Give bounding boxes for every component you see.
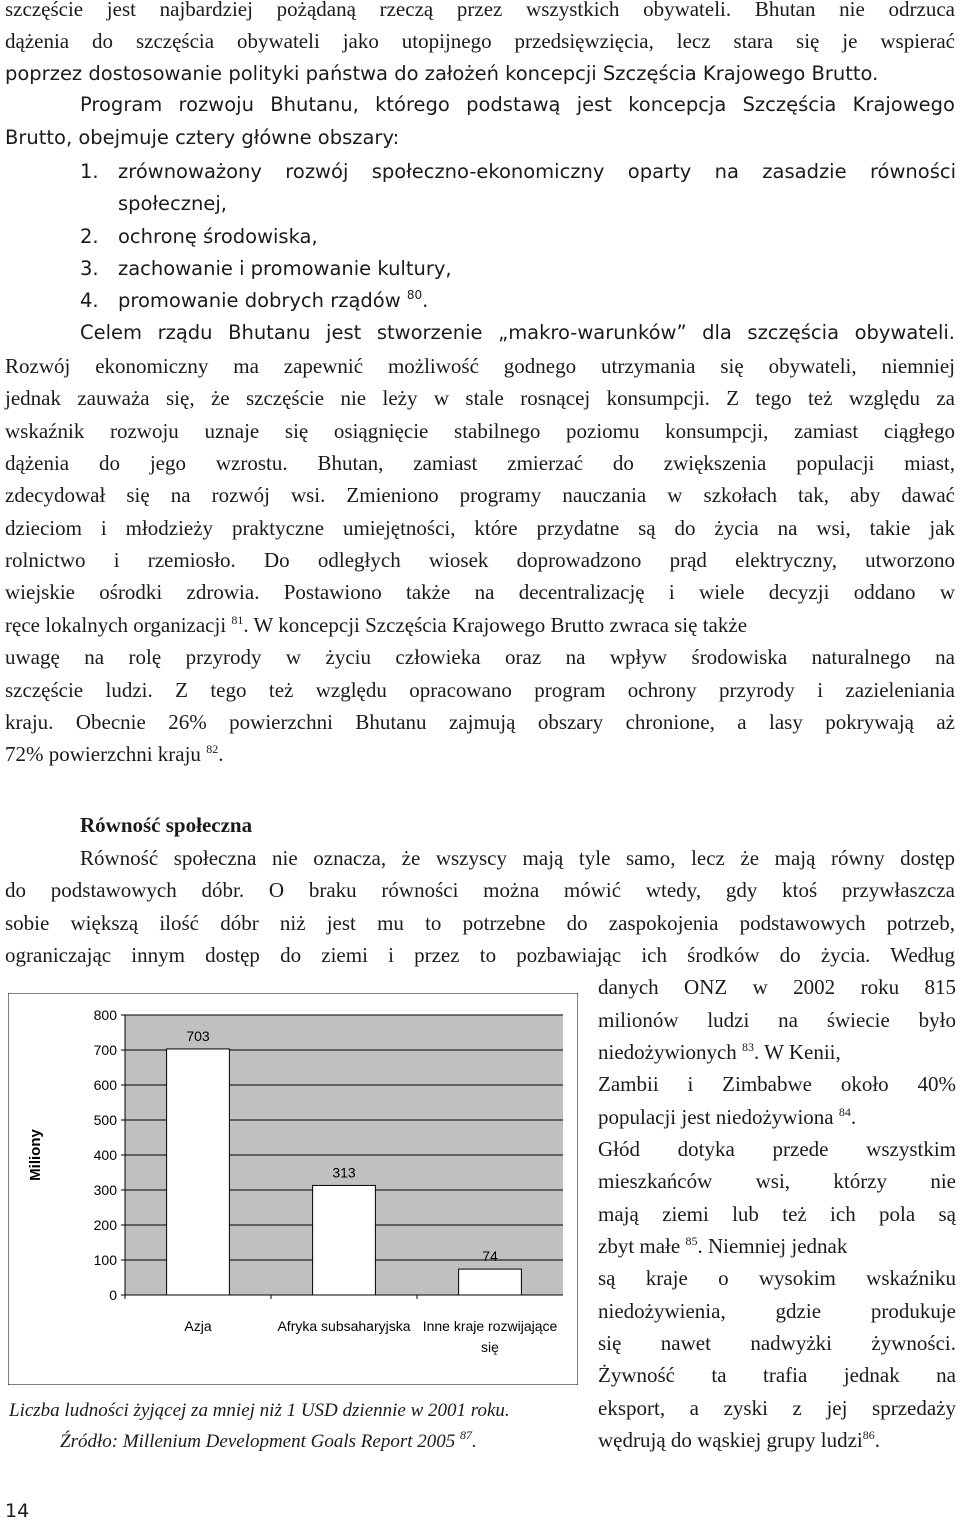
bar	[167, 1049, 230, 1295]
text-span: wędrują do wąskiej grupy ludzi	[598, 1428, 863, 1452]
text-line: Głód dotyka przede wszystkim	[598, 1137, 956, 1161]
text-span: niedożywionych	[598, 1040, 737, 1064]
bar-chart	[8, 993, 578, 1385]
footnote-ref: 86	[862, 1428, 875, 1442]
text-line: Program rozwoju Bhutanu, którego podstawą jest koncepcja Szczęścia Krajowego	[80, 93, 955, 116]
list-item: ochronę środowiska,	[118, 225, 318, 248]
footnote-ref: 83	[742, 1040, 755, 1054]
text-line: szczęście jest najbardziej pożądaną rzeczą przez wszystkich obywateli. Bhutan nie odrzuca	[5, 0, 955, 21]
text-line	[598, 1104, 856, 1130]
text-line: Celem rządu Bhutanu jest stworzenie „makro-warunków” dla szczęścia obywateli.	[80, 321, 955, 344]
text-span: 72% powierzchni kraju	[5, 742, 201, 766]
bar	[313, 1185, 376, 1295]
text-span: .	[472, 1431, 477, 1452]
text-span	[5, 612, 747, 638]
text-span: Źródło: Millenium Development Goals Report 2005	[60, 1431, 456, 1452]
text-span: ręce lokalnych organizacji	[5, 613, 227, 637]
text-line: mają ziemi lub też ich pola są	[598, 1202, 956, 1226]
text-line: szczęście ludzi. Z tego też względu opracowano program ochrony przyrody i zazieleniania	[5, 678, 955, 702]
text-line: sobie większą ilość dóbr niż jest mu to potrzebne do zaspokojenia podstawowych potrzeb,	[5, 911, 955, 935]
text-span: .	[422, 289, 429, 312]
text-span: .	[874, 1428, 881, 1452]
text-line: eksport, a zyski z jej sprzedaży	[598, 1396, 956, 1420]
footnote-ref: 85	[685, 1234, 698, 1248]
text-line: niedożywienia, gdzie produkuje	[598, 1299, 956, 1323]
y-tick-label: 600	[93, 1077, 117, 1093]
text-line: dążenia do szczęścia obywateli jako utopijnego przedsięwzięcia, lecz stara się je wspierać	[5, 29, 955, 53]
y-tick-label: 200	[93, 1217, 117, 1233]
text-line	[5, 612, 955, 638]
text-line: Rozwój ekonomiczny ma zapewnić możliwość godnego utrzymania się obywateli, niemniej	[5, 354, 955, 378]
footnote-ref: 87	[460, 1428, 473, 1442]
chart-source	[60, 1429, 477, 1455]
text-span: promowanie dobrych rządów	[118, 289, 401, 312]
text-span: populacji jest niedożywiona	[598, 1105, 834, 1129]
section-heading: Równość społeczna	[80, 813, 253, 837]
list-item: społecznej,	[118, 192, 227, 215]
text-span: . Niemniej jednak	[697, 1234, 848, 1258]
footnote-ref: 81	[231, 613, 244, 627]
text-line: Równość społeczna nie oznacza, że wszyscy mają tyle samo, lecz że mają równy dostęp	[80, 846, 955, 870]
y-tick-label: 400	[93, 1147, 117, 1163]
text-line	[5, 741, 223, 767]
text-span: .	[218, 742, 224, 766]
text-line: Brutto, obejmuje cztery główne obszary:	[5, 126, 400, 149]
text-line	[598, 1427, 880, 1453]
y-tick-label: 500	[93, 1112, 117, 1128]
category-label: Inne kraje rozwijające się	[422, 1318, 558, 1355]
y-tick-label: 0	[109, 1287, 117, 1303]
text-line: milionów ludzi na świecie było	[598, 1008, 956, 1032]
text-line: dążenia do jego wzrostu. Bhutan, zamiast zmierzać do zwiększenia populacji miast,	[5, 451, 955, 475]
text-line: ograniczając innym dostęp do ziemi i przez to pozbawiając ich środków do życia. Według	[5, 943, 955, 967]
footnote-ref: 84	[838, 1105, 851, 1119]
text-line: się nawet nadwyżki żywności.	[598, 1331, 956, 1355]
text-line: danych ONZ w 2002 roku 815	[598, 975, 956, 999]
list-number: 3.	[80, 257, 99, 280]
text-span: zbyt małe	[598, 1234, 681, 1258]
text-span: .	[850, 1105, 857, 1129]
y-tick-label: 800	[93, 1007, 117, 1023]
data-label: 313	[332, 1164, 356, 1181]
y-tick-label: 300	[93, 1182, 117, 1198]
y-tick-label: 700	[93, 1042, 117, 1058]
category-label: Afryka subsaharyjska	[277, 1318, 411, 1334]
list-number: 2.	[80, 225, 99, 248]
text-line: jednak zauważa się, że szczęście nie leży w stale rosnącej konsumpcji. Z tego też względu za	[5, 386, 955, 410]
y-tick-label: 100	[93, 1252, 117, 1268]
y-axis-label: Miliony	[27, 1129, 44, 1181]
category-label: Azja	[184, 1318, 212, 1334]
chart-caption: Liczba ludności żyjącej za mniej niż 1 USD dziennie w 2001 roku.	[9, 1400, 510, 1421]
list-item	[118, 288, 428, 314]
footnote-ref: 80	[406, 288, 423, 302]
text-span: poprzez dostosowanie polityki państwa do założeń koncepcji Szczęścia Krajowego Brutto.	[5, 62, 879, 85]
text-span	[598, 1039, 841, 1065]
text-line: są kraje o wysokim wskaźniku	[598, 1266, 956, 1290]
text-line	[598, 1039, 956, 1065]
footnote-ref: 82	[206, 742, 219, 756]
list-item: zachowanie i promowanie kultury,	[118, 257, 452, 280]
data-label: 74	[482, 1248, 498, 1265]
text-line: Zambii i Zimbabwe około 40%	[598, 1072, 956, 1096]
text-line: dzieciom i młodzieży praktyczne umiejętności, które przydatne są do życia na wsi, takie jak	[5, 516, 955, 540]
text-line: zdecydował się na rozwój wsi. Zmieniono programy nauczania w szkołach tak, aby dawać	[5, 483, 955, 507]
text-line: uwagę na rolę przyrody w życiu człowieka oraz na wpływ środowiska naturalnego na	[5, 645, 955, 669]
data-label: 703	[186, 1027, 210, 1044]
list-item: zrównoważony rozwój społeczno-ekonomiczny oparty na zasadzie równości	[118, 160, 956, 183]
bar	[459, 1269, 522, 1295]
text-line: mieszkańców wsi, którzy nie	[598, 1169, 956, 1193]
list-number: 1.	[80, 160, 99, 183]
text-line: Żywność ta trafia jednak na	[598, 1363, 956, 1387]
text-line: wiejskie ośrodki zdrowia. Postawiono także na decentralizację i wiele decyzji oddano w	[5, 580, 955, 604]
text-span: . W koncepcji Szczęścia Krajowego Brutto zwraca się także	[243, 613, 748, 637]
text-line: do podstawowych dóbr. O braku równości można mówić wtedy, gdy ktoś przywłaszcza	[5, 878, 955, 902]
list-number: 4.	[80, 289, 99, 312]
text-line	[598, 1233, 847, 1259]
text-span: . W Kenii,	[754, 1040, 841, 1064]
text-line: rolnictwo i rzemiosło. Do odległych wiosek doprowadzono prąd elektryczny, utworzono	[5, 548, 955, 572]
text-line: kraju. Obecnie 26% powierzchni Bhutanu zajmują obszary chronione, a lasy pokrywają aż	[5, 710, 955, 734]
page-number: 14	[5, 1500, 30, 1522]
text-line: wskaźnik rozwoju uznaje się osiągnięcie stabilnego poziomu konsumpcji, zamiast ciągłego	[5, 419, 955, 443]
text-line	[5, 60, 878, 87]
